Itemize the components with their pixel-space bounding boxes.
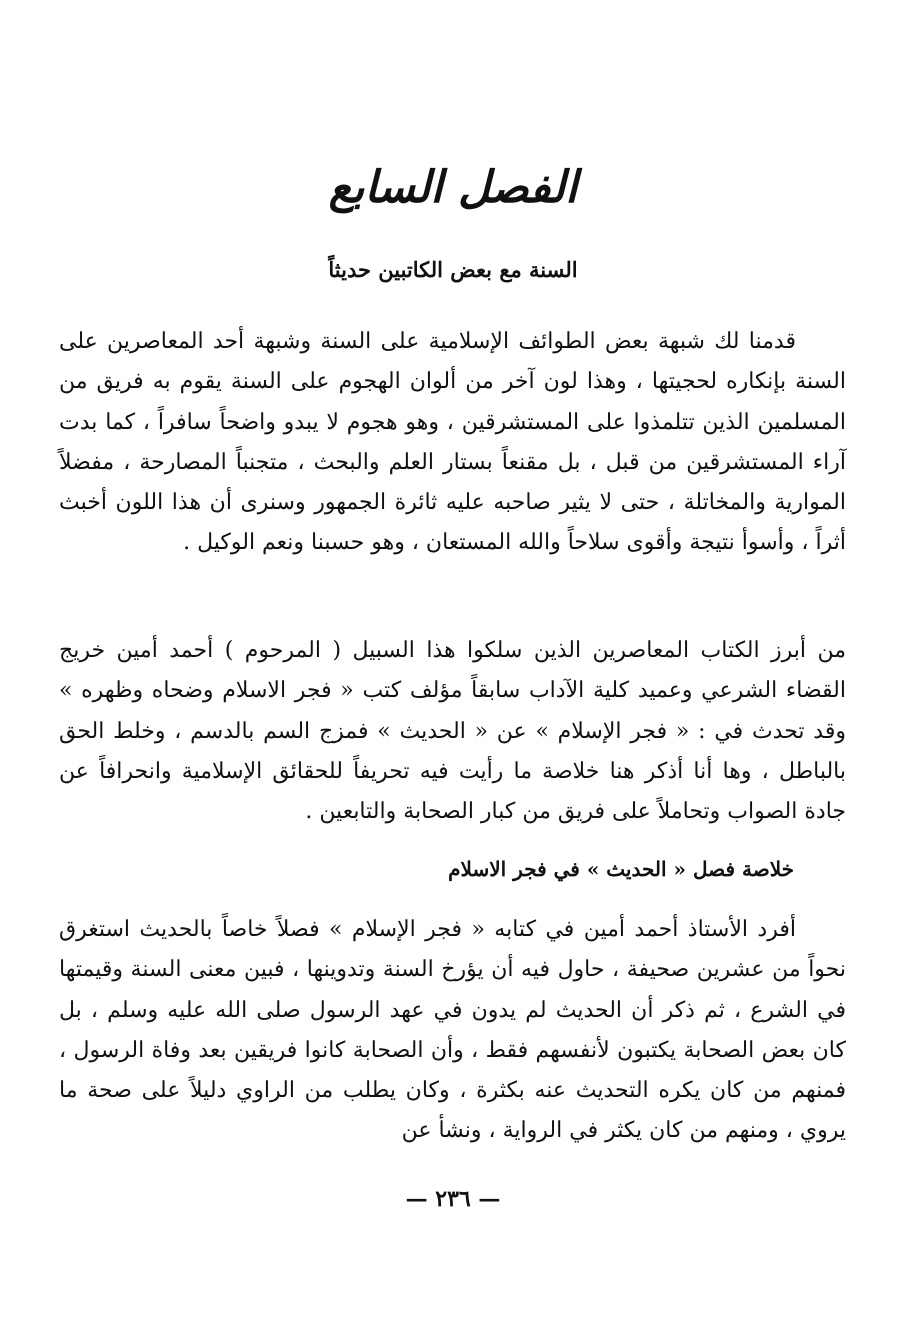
page-number: — ٢٣٦ —	[405, 1186, 501, 1212]
paragraph-1-text: قدمنا لك شبهة بعض الطوائف الإسلامية على السنة وشبهة أحد المعاصرين على السنة بإنكاره لحجيتها ، وهذا لون آخر من ألوان الهجوم على السنة يقوم به فريق من المسلمين الذين تتلمذوا على المستشرقين ، وهو هجوم لا يبدو واضحاً سافراً ، كما بدت آراء المستشرقين من قبل ، بل مقنعاً بستار العلم والبحث ، متجنباً المصارحة ، مفضلاً الموارية والمخاتلة ، حتى لا يثير صاحبه عليه ثائرة الجمهور وسنرى أن هذا اللون أخبث أثراً ، وأسوأ نتيجة وأقوى سلاحاً والله المستعان ، وهو حسبنا ونعم الوكيل .	[59, 329, 846, 556]
section-title: السنة مع بعض الكاتبين حديثاً	[328, 257, 578, 282]
paragraph-2-text: من أبرز الكتاب المعاصرين الذين سلكوا هذا السبيل ( المرحوم ) أحمد أمين خريج القضاء الشرعي وعميد كلية الآداب سابقاً مؤلف كتب « فجر الاسلام وضحاه وظهره » وقد تحدث في : « فجر الإسلام » عن « الحديث » فمزج السم بالدسم ، وخلط الحق بالباطل ، وها أنا أذكر هنا خلاصة ما رأيت فيه تحريفاً للحقائق الإسلامية وانحرافاً عن جادة الصواب وتحاملاً على فريق من كبار الصحابة والتابعين .	[59, 638, 846, 825]
sub-heading: خلاصة فصل « الحديث » في فجر الاسلام	[448, 857, 794, 881]
paragraph-3	[59, 910, 846, 1152]
paragraph-1	[59, 322, 846, 564]
paragraph-2	[59, 631, 846, 832]
chapter-title: الفصل السابع	[328, 162, 578, 213]
paragraph-3-text: أفرد الأستاذ أحمد أمين في كتابه « فجر الإسلام » فصلاً خاصاً بالحديث استغرق نحواً من عشرين صحيفة ، حاول فيه أن يؤرخ السنة وتدوينها ، فبين معنى السنة وقيمتها في الشرع ، ثم ذكر أن الحديث لم يدون في عهد الرسول صلى الله عليه وسلم ، بل كان بعض الصحابة يكتبون لأنفسهم فقط ، وأن الصحابة كانوا فريقين بعد وفاة الرسول ، فمنهم من كان يكره التحديث عنه بكثرة ، وكان يطلب من الراوي دليلاً على صحة ما يروي ، ومنهم من كان يكثر في الرواية ، ونشأ عن	[59, 917, 846, 1144]
